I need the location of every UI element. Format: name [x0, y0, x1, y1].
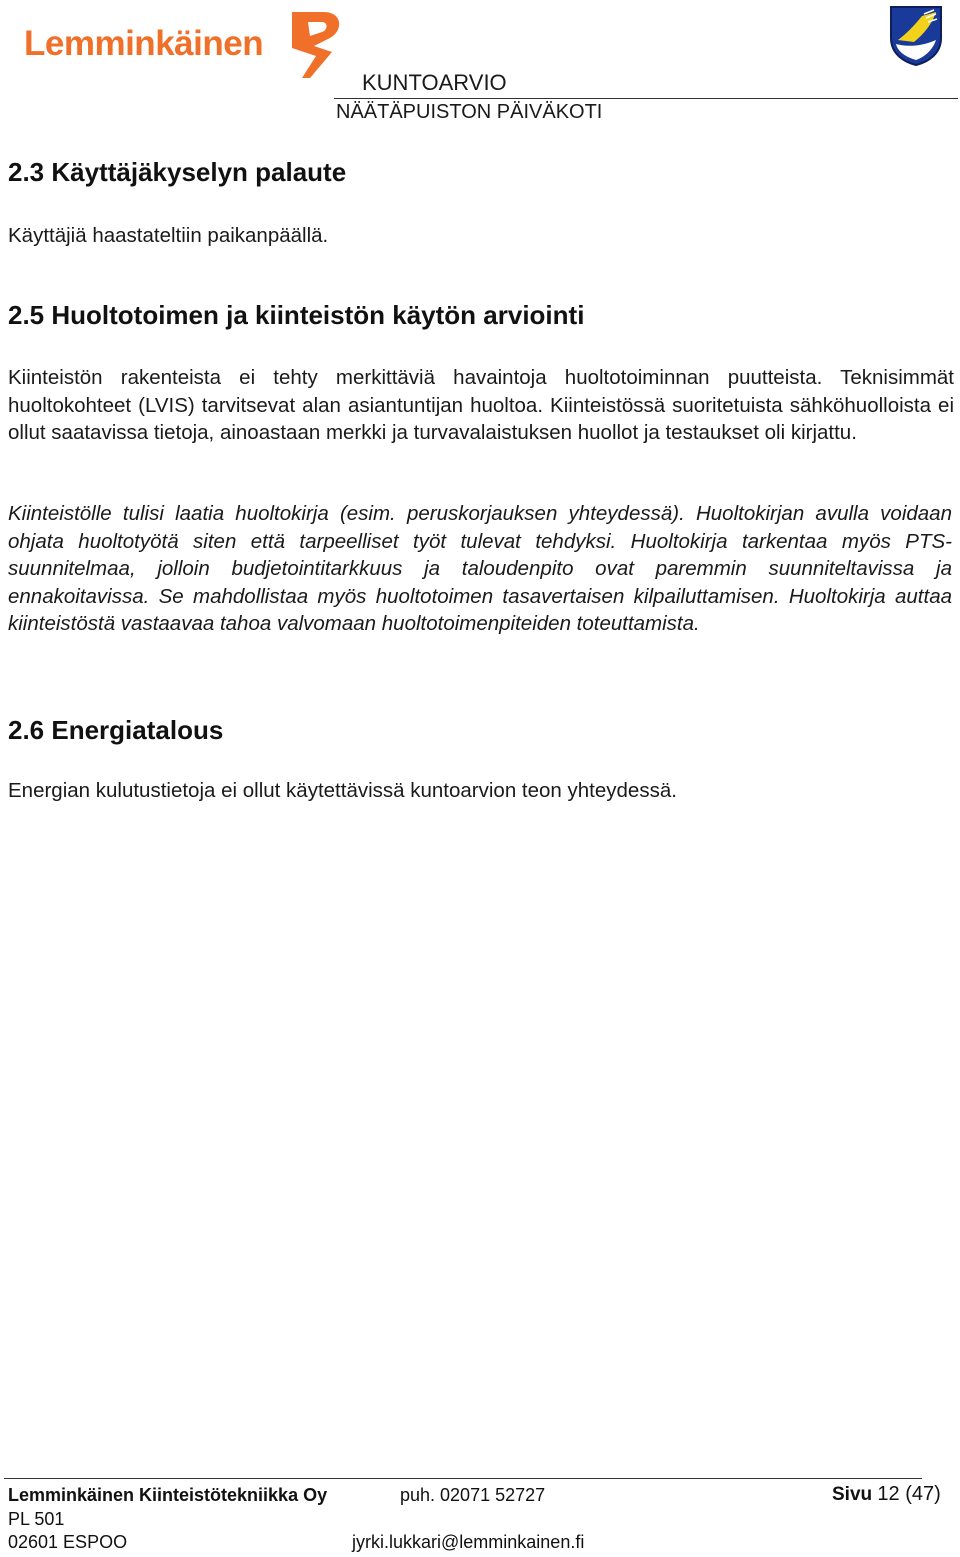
- municipal-crest-icon: [888, 4, 944, 66]
- footer-postal-address: 02601 ESPOO: [8, 1532, 128, 1552]
- footer-phone: puh. 02071 52727: [400, 1485, 546, 1505]
- document-subtitle: NÄÄTÄPUISTON PÄIVÄKOTI: [336, 101, 603, 123]
- section-2-6-text: Energian kulutustietoja ei ollut käytettävissä kuntoarvion teon yhteydessä.: [8, 779, 677, 802]
- footer-page-number: 12 (47): [877, 1483, 941, 1505]
- footer-po-box: PL 501: [8, 1509, 65, 1529]
- header-divider: [334, 98, 958, 99]
- footer-page-indicator: [832, 1483, 941, 1506]
- footer-page-label: Sivu: [832, 1484, 873, 1505]
- section-heading-2-5: 2.5 Huoltotoimen ja kiinteistön käytön arviointi: [8, 300, 585, 330]
- document-title: KUNTOARVIO: [362, 70, 507, 95]
- company-logo-mark-icon: [284, 8, 348, 82]
- company-logo-text: Lemminkäinen: [24, 24, 264, 63]
- section-2-5-paragraph-1: Kiinteistön rakenteista ei tehty merkittäviä havaintoja huoltotoiminnan puutteista. Teknisimmät huoltokohteet (LVIS) tarvitsevat alan asiantuntijan huoltoa. Kiinteistössä suoritetuista sähköhuolloista ei ollut saatavissa tietoja, ainoastaan merkki ja turvavalaistuksen huollot ja testaukset oli kirjattu.: [8, 366, 954, 444]
- section-2-5-paragraph-2: Kiinteistölle tulisi laatia huoltokirja (esim. peruskorjauksen yhteydessä). Huoltokirjan avulla voidaan ohjata huoltotyötä siten että tarpeelliset työt tulevat tehdyksi. Huoltokirja tarkentaa myös PTS-suunnitelmaa, jolloin budjetointitarkkuus ja taloudenpito ovat paremmin suunniteltavissa ja ennakoitavissa. Se mahdollistaa myös huoltotoimen tasavertaisen kilpailuttamisen. Huoltokirja auttaa kiinteistöstä vastaavaa tahoa valvomaan huoltotoimenpiteiden toteuttamista.: [8, 502, 952, 635]
- section-2-3-text: Käyttäjiä haastateltiin paikanpäällä.: [8, 224, 329, 247]
- section-heading-2-6: 2.6 Energiatalous: [8, 715, 224, 745]
- section-heading-2-3: 2.3 Käyttäjäkyselyn palaute: [8, 157, 347, 187]
- footer-company-name: Lemminkäinen Kiinteistötekniikka Oy: [8, 1485, 328, 1505]
- footer-divider: [4, 1478, 922, 1479]
- footer-email: jyrki.lukkari@lemminkainen.fi: [352, 1532, 585, 1552]
